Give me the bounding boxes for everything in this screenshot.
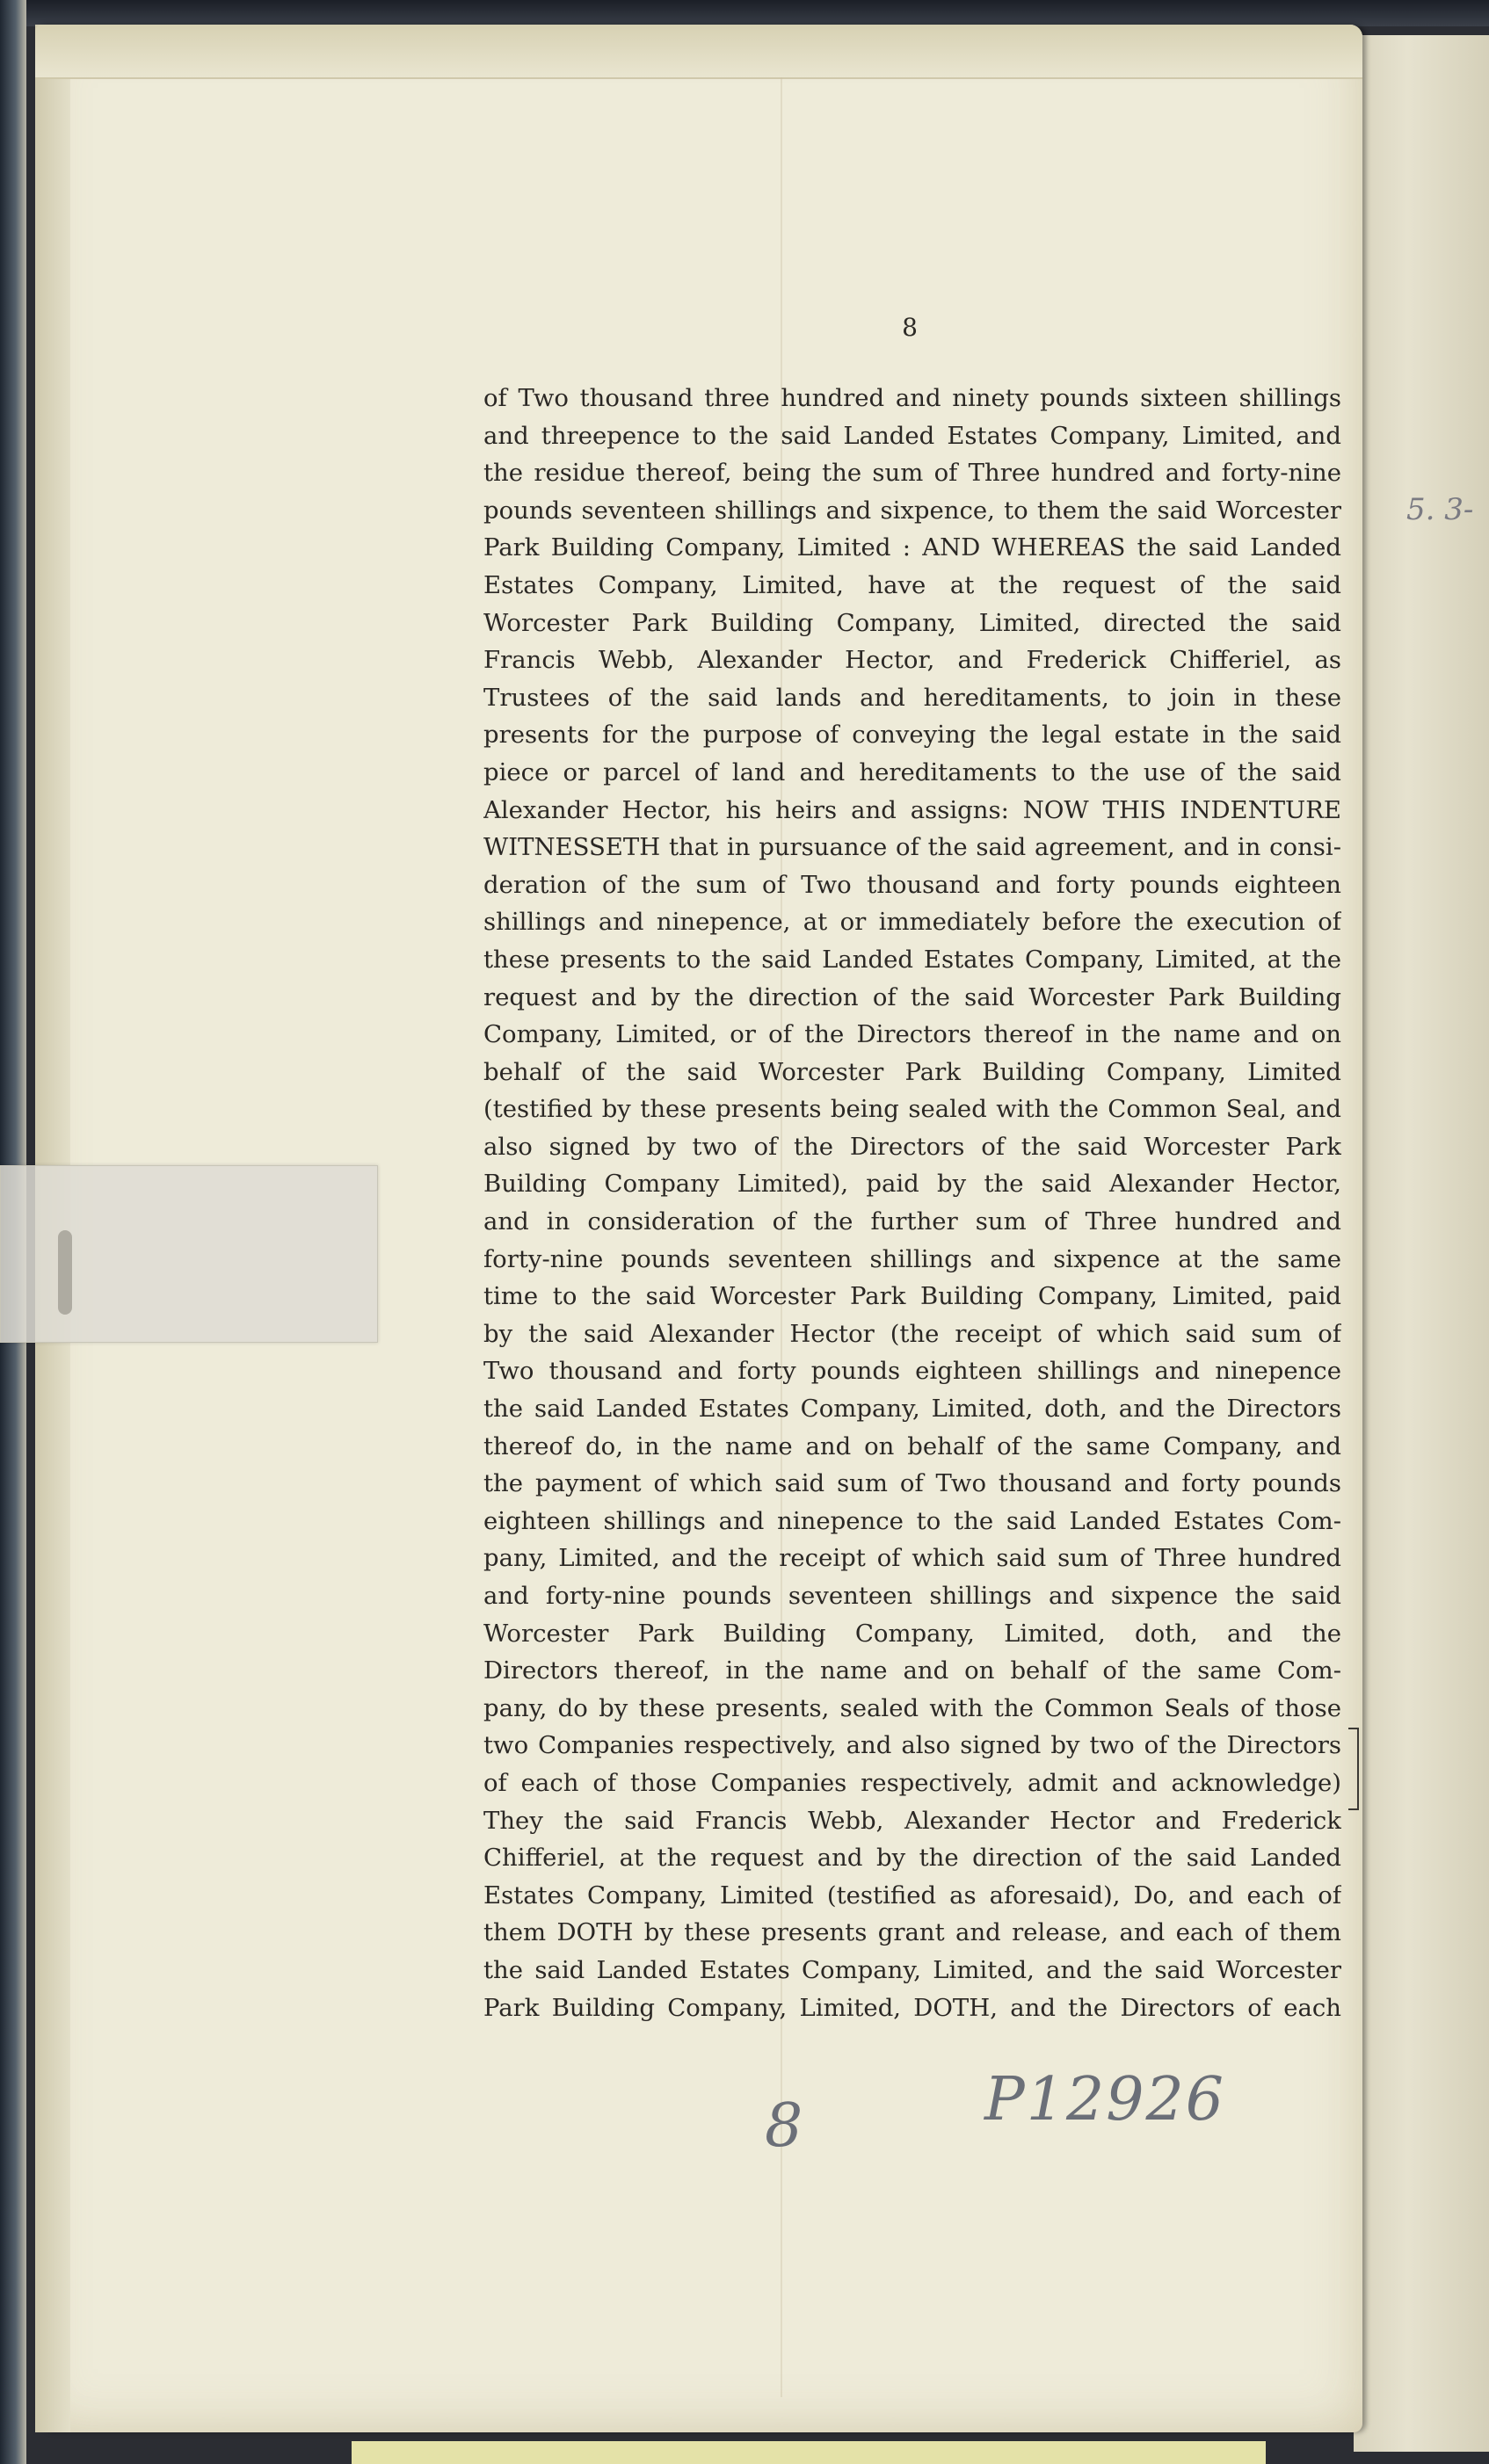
page-number: 8	[902, 313, 918, 342]
text-line: these presents to the said Landed Estates Company, Limited, at the	[483, 945, 1341, 974]
text-line: Trustees of the said lands and hereditaments, to join in these	[483, 683, 1341, 712]
text-line: thereof do, in the name and on behalf of the same Company, and	[483, 1431, 1341, 1460]
text-line: and threepence to the said Landed Estates Company, Limited, and	[483, 421, 1341, 450]
text-line: pany, do by these presents, sealed with the Common Seals of those	[483, 1693, 1341, 1722]
text-line: the payment of which said sum of Two thousand and forty pounds	[483, 1469, 1341, 1498]
underlying-page	[1354, 35, 1489, 2452]
text-line: the residue thereof, being the sum of Three hundred and forty-nine	[483, 459, 1341, 488]
text-line: piece or parcel of land and hereditaments to the use of the said	[483, 757, 1341, 786]
text-line: shillings and ninepence, at or immediately before the execution of	[483, 908, 1341, 937]
text-line: Worcester Park Building Company, Limited, doth, and the	[483, 1619, 1341, 1648]
text-line: Alexander Hector, his heirs and assigns: NOW THIS INDENTURE	[483, 795, 1341, 824]
handwritten-folio: 8	[765, 2091, 803, 2161]
text-line: Chifferiel, at the request and by the direction of the said Landed	[483, 1844, 1341, 1873]
deed-text-block	[483, 380, 1341, 2026]
text-line: forty-nine pounds seventeen shillings and sixpence at the same	[483, 1244, 1341, 1273]
text-line: and forty-nine pounds seventeen shillings and sixpence the said	[483, 1582, 1341, 1610]
binding-strip	[0, 0, 1489, 26]
text-line: them DOTH by these presents grant and release, and each of them	[483, 1918, 1341, 1947]
text-line: deration of the sum of Two thousand and forty pounds eighteen	[483, 870, 1341, 899]
text-line: Directors thereof, in the name and on behalf of the same Com-	[483, 1656, 1341, 1685]
text-line: also signed by two of the Directors of the said Worcester Park	[483, 1132, 1341, 1161]
text-line: Building Company Limited), paid by the said Alexander Hector,	[483, 1170, 1341, 1199]
text-line: two Companies respectively, and also signed by two of the Directors	[483, 1731, 1341, 1760]
text-line: pany, Limited, and the receipt of which said sum of Three hundred	[483, 1544, 1341, 1573]
text-line: time to the said Worcester Park Building Company, Limited, paid	[483, 1282, 1341, 1311]
margin-note: 5. 3-	[1406, 492, 1474, 527]
handwritten-reference: P12926	[984, 2065, 1226, 2134]
text-line: by the said Alexander Hector (the receipt of which said sum of	[483, 1319, 1341, 1348]
text-line: Company, Limited, or of the Directors thereof in the name and on	[483, 1020, 1341, 1049]
text-line: behalf of the said Worcester Park Building Company, Limited	[483, 1057, 1341, 1086]
text-line: Estates Company, Limited, have at the request of the said	[483, 570, 1341, 599]
bottom-tab	[352, 2441, 1266, 2464]
text-line: Estates Company, Limited (testified as aforesaid), Do, and each of	[483, 1881, 1341, 1910]
text-line: They the said Francis Webb, Alexander Hector and Frederick	[483, 1806, 1341, 1835]
page-top-fold	[35, 25, 1362, 79]
repair-tape	[0, 1165, 378, 1343]
text-line: eighteen shillings and ninepence to the said Landed Estates Com-	[483, 1506, 1341, 1535]
text-line: (testified by these presents being sealed with the Common Seal, and	[483, 1095, 1341, 1124]
text-line: Francis Webb, Alexander Hector, and Frederick Chifferiel, as	[483, 646, 1341, 675]
text-line: and in consideration of the further sum of Three hundred and	[483, 1207, 1341, 1236]
margin-bracket	[1348, 1728, 1359, 1810]
text-line: WITNESSETH that in pursuance of the said agreement, and in consi-	[483, 833, 1341, 862]
text-line: the said Landed Estates Company, Limited, doth, and the Directors	[483, 1395, 1341, 1424]
text-line: pounds seventeen shillings and sixpence, to them the said Worcester	[483, 496, 1341, 525]
text-line: request and by the direction of the said Worcester Park Building	[483, 982, 1341, 1011]
text-line: Park Building Company, Limited, DOTH, and the Directors of each	[483, 1993, 1341, 2022]
text-line: Worcester Park Building Company, Limited, directed the said	[483, 608, 1341, 637]
text-line: Two thousand and forty pounds eighteen shillings and ninepence	[483, 1357, 1341, 1386]
text-line: Park Building Company, Limited : AND WHEREAS the said Landed	[483, 533, 1341, 562]
tape-mark	[58, 1230, 72, 1315]
text-line: of each of those Companies respectively, admit and acknowledge)	[483, 1768, 1341, 1797]
text-line: presents for the purpose of conveying the legal estate in the said	[483, 721, 1341, 750]
text-line: of Two thousand three hundred and ninety pounds sixteen shillings	[483, 384, 1341, 412]
text-line: the said Landed Estates Company, Limited, and the said Worcester	[483, 1955, 1341, 1984]
